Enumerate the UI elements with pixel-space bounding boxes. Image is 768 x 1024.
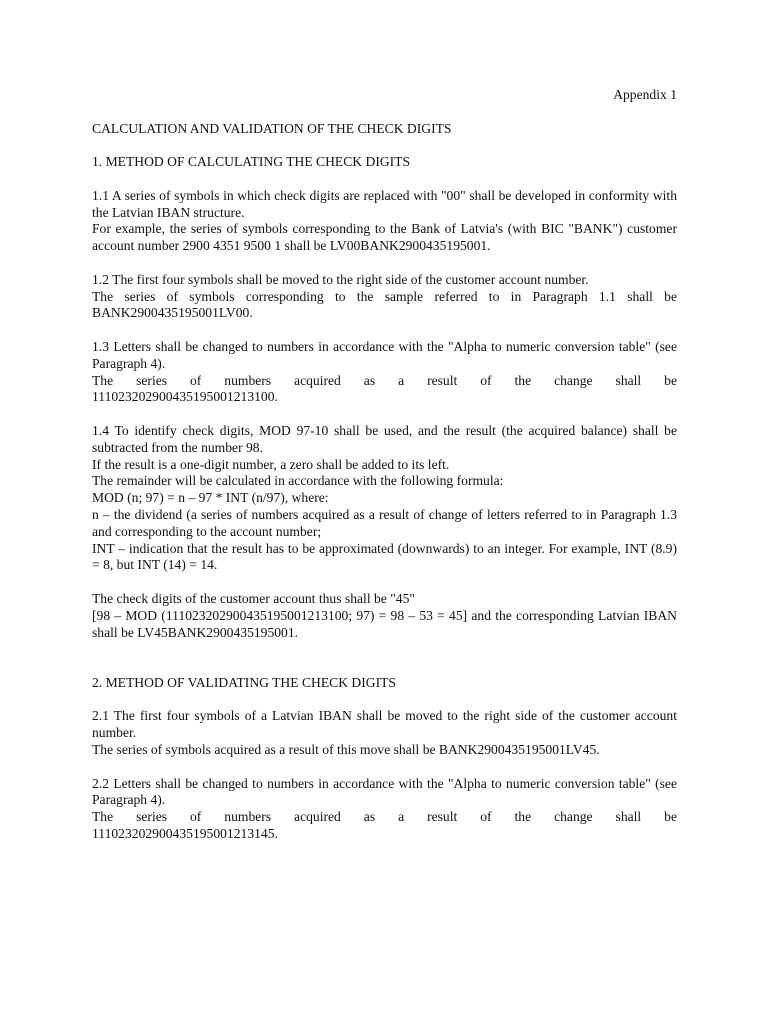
paragraph-2-1: 2.1 The first four symbols of a Latvian IBAN shall be moved to the right side of the customer account number. <box>92 708 677 741</box>
document-body <box>92 87 677 843</box>
paragraph-1-4-dividend: n – the dividend (a series of numbers acquired as a result of change of letters referred to in Paragraph 1.3 and corresponding to the account number; <box>92 506 677 539</box>
paragraph-1-4-remainder: The remainder will be calculated in accordance with the following formula: <box>92 473 504 489</box>
main-title: CALCULATION AND VALIDATION OF THE CHECK DIGITS <box>92 120 452 136</box>
paragraph-1-4-int: INT – indication that the result has to be approximated (downwards) to an integer. For example, INT (8.9) = 8, but INT (14) = 14. <box>92 540 677 573</box>
section2-heading: 2. METHOD OF VALIDATING THE CHECK DIGITS <box>92 674 396 690</box>
paragraph-2-1-result: The series of symbols acquired as a result of this move shall be BANK2900435195001LV45. <box>92 742 600 758</box>
paragraph-1-2-sample: The series of symbols corresponding to the sample referred to in Paragraph 1.1 shall be BANK2900435195001LV00. <box>92 288 677 321</box>
result-check-digits: The check digits of the customer account thus shall be "45" <box>92 590 415 606</box>
paragraph-1-3-result: The series of numbers acquired as a result of the change shall be <box>92 372 677 388</box>
paragraph-1-2: 1.2 The first four symbols shall be moved to the right side of the customer account number. <box>92 271 589 287</box>
paragraph-1-4-zero-rule: If the result is a one-digit number, a zero shall be added to its left. <box>92 456 450 472</box>
paragraph-1-3: 1.3 Letters shall be changed to numbers in accordance with the "Alpha to numeric conversion table" (see Paragraph 4). <box>92 338 677 371</box>
paragraph-1-4: 1.4 To identify check digits, MOD 97-10 shall be used, and the result (the acquired balance) shall be subtracted from the number 98. <box>92 422 677 455</box>
paragraph-1-1: 1.1 A series of symbols in which check digits are replaced with "00" shall be developed in conformity with the Latvian IBAN structure. <box>92 187 677 220</box>
appendix-label: Appendix 1 <box>613 87 677 102</box>
section1-heading: 1. METHOD OF CALCULATING THE CHECK DIGITS <box>92 154 411 170</box>
paragraph-1-3-number: 111023202900435195001213100. <box>92 389 278 405</box>
paragraph-2-2-number: 111023202900435195001213145. <box>92 826 278 842</box>
paragraph-1-4-formula: MOD (n; 97) = n – 97 * INT (n/97), where: <box>92 490 329 506</box>
paragraph-1-1-example: For example, the series of symbols corresponding to the Bank of Latvia's (with BIC "BANK") customer account number 2900 4351 9500 1 shall be LV00BANK2900435195001. <box>92 221 677 254</box>
paragraph-2-2-result: The series of numbers acquired as a result of the change shall be <box>92 809 677 825</box>
result-calculation: [98 – MOD (111023202900435195001213100; 97) = 98 – 53 = 45] and the corresponding Latvian IBAN shall be LV45BANK2900435195001. <box>92 607 677 640</box>
paragraph-2-2: 2.2 Letters shall be changed to numbers in accordance with the "Alpha to numeric conversion table" (see Paragraph 4). <box>92 775 677 808</box>
